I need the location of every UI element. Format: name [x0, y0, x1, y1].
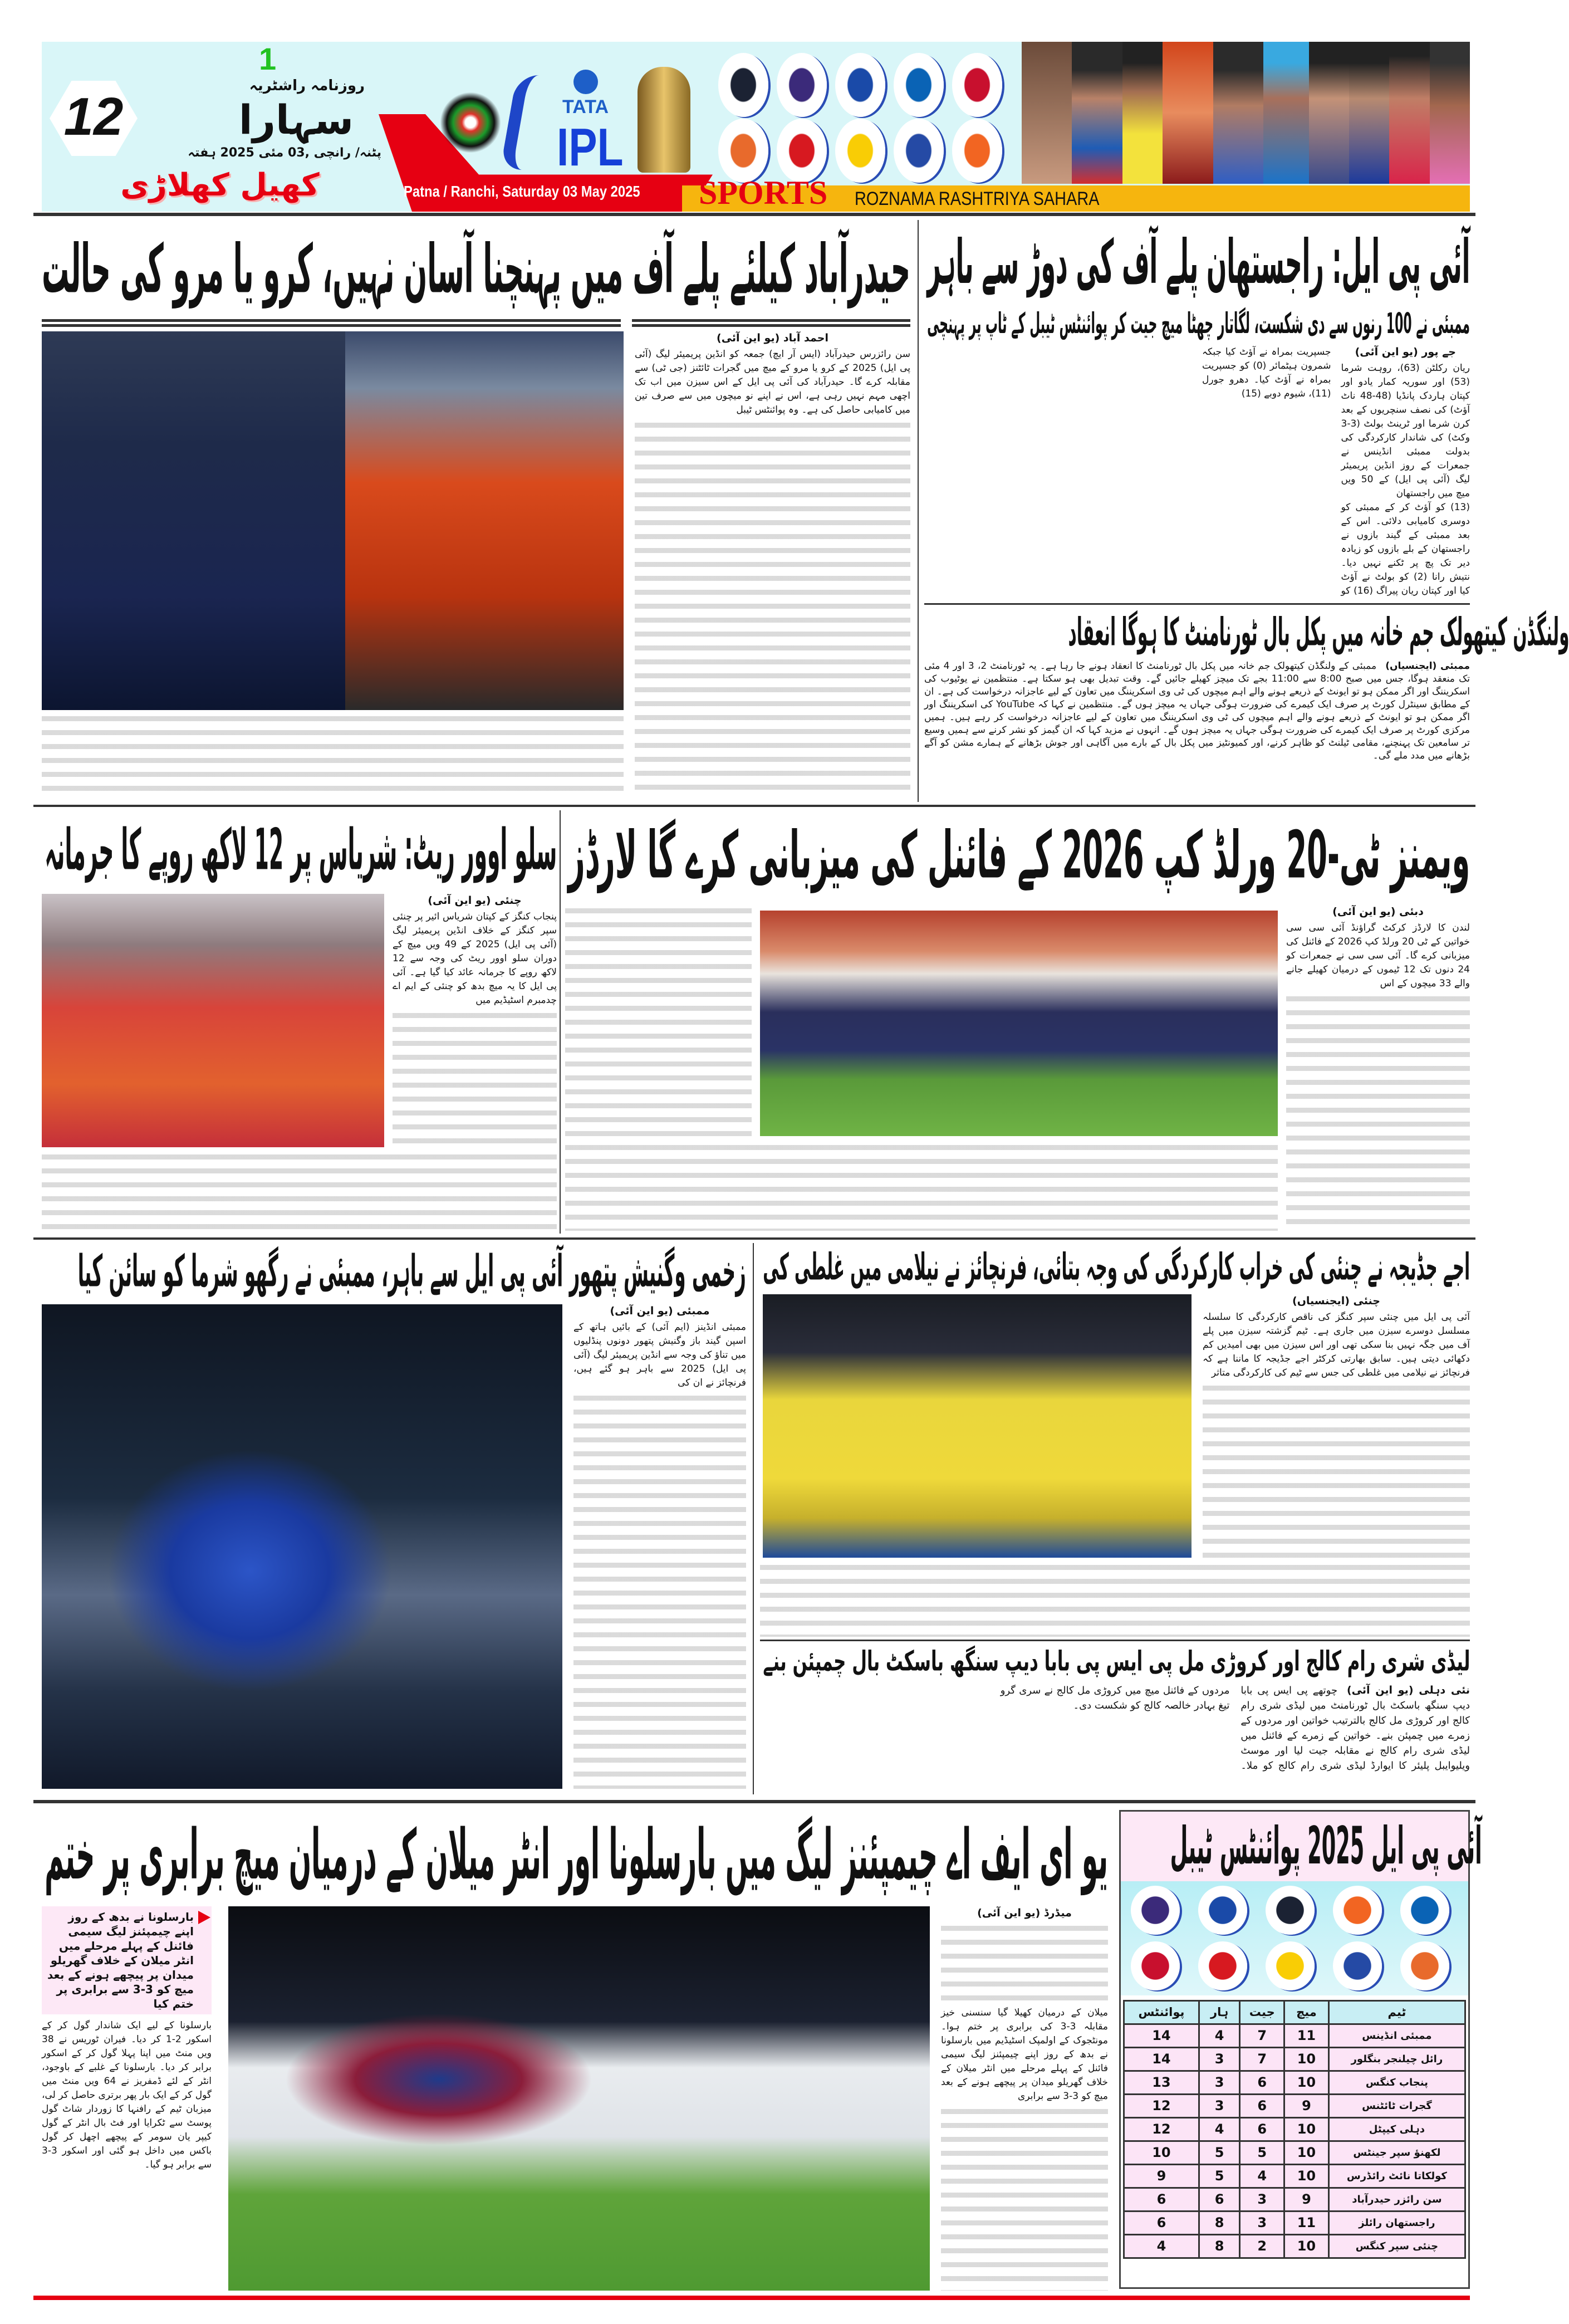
team-logo-icon: [835, 119, 885, 183]
article-body: [1203, 1294, 1470, 1558]
team-name: کولکاتا نائٹ رائڈرس: [1328, 2165, 1465, 2188]
team-logo-icon: [1400, 1886, 1449, 1935]
body-text: (13) کو آؤٹ کر کے ممبئی کو دوسری کامیابی دلائی۔ اس کے بعد ممبئی کے گیند بازوں نے راجستھان کے بلے بازوں کو زیادہ دیر تک پچ پر ٹکنے نہیں دیا۔ نتیش رانا (2) کو بولٹ نے آؤٹ کیا اور کپتان ریان پیراگ (16) کو جسپریت بمراہ نے آؤٹ کیا جبکہ شمرون ہیٹمائر (0) کو جسپریت بمراہ نے آؤٹ کیا۔ دھرو جورل (11)، شیوم دوبے (15): [1202, 346, 1470, 596]
ipl-wordmark: IPL: [557, 118, 624, 177]
pickleball-body: [924, 660, 1470, 762]
dateline: ممبئی (یو این آئی): [610, 1305, 710, 1317]
photo-barcelona-inter: [228, 1906, 930, 2291]
dateline: ممبئی (ایجنسیاں): [1385, 660, 1470, 672]
article-body: [1286, 905, 1470, 1231]
body-text: بارسلونا کے لیے ایک شاندار گول کر کے اسکور 2-1 کر دیا۔ فیران ٹوریس نے 38 ویں منٹ میں اپنا پہلا گول کر کے اسکور برابر کر دیا۔ بارسلونا کے غلبے کے باوجود، انٹر کے لئے ڈمفریز نے 64 ویں منٹ میں گول کر کے ایک بار پھر برتری حاصل کر لی، میزبان ٹیم کے رافنہا کا زوردار شاٹ گول پوسٹ سے ٹکرایا اور فٹ بال انٹر کے گول کیپر یان سومر کے پیچھے اچھل کر گول باکس میں داخل ہو گئی اور اسکور 3-3 سے برابر ہو گیا۔: [42, 2020, 212, 2170]
highlight-text: بارسلونا نے بدھ کے روز اپنے چیمپئنز لیگ سیمی فائنل کے پہلے مرحلے میں انٹر میلان کے خلاف گھریلو میدان پر پیچھے ہونے کے بعد میچ کو 3-3 سے برابری پر ختم کیا: [47, 1910, 194, 2010]
tata-logo-icon: [573, 70, 598, 94]
article-body: [941, 1906, 1108, 2291]
dateline-urdu: پٹنہ/ رانچی ,03 مئی 2025 ہفتہ: [188, 146, 381, 160]
row-rule: [33, 1237, 1475, 1240]
player-photo: [1072, 42, 1122, 184]
basketball-body: [760, 1683, 1470, 1792]
losses: 8: [1199, 2235, 1240, 2258]
wins: 4: [1240, 2165, 1284, 2188]
sports-label: SPORTS: [699, 174, 828, 211]
table-row: [1124, 2165, 1465, 2188]
section-rule: [924, 603, 1470, 605]
bottom-red-rule: [33, 2296, 1470, 2300]
losses: 3: [1199, 2048, 1240, 2071]
players-photo-strip: [1022, 42, 1470, 184]
team-logo-icon: [1333, 1886, 1382, 1935]
points: 6: [1124, 2188, 1199, 2212]
matches: 11: [1284, 2024, 1329, 2048]
red-pointer-icon: [198, 1911, 210, 1924]
article-rajasthan: [924, 220, 1569, 802]
matches: 10: [1284, 2071, 1329, 2095]
text-filler: [1203, 1382, 1470, 1558]
headline: حیدرآباد کیلئے پلے آف میں پہنچنا آسان نہیں، کرو یا مرو کی حالت: [42, 230, 910, 309]
team-name: راجستھان رائلز: [1328, 2212, 1465, 2235]
row-rule: [33, 805, 1475, 807]
player-photo: [1213, 42, 1263, 184]
losses: 5: [1199, 2141, 1240, 2165]
ipl-trophy-icon: [638, 67, 690, 173]
text-filler: [42, 713, 624, 796]
losses: 5: [1199, 2165, 1240, 2188]
matches: 9: [1284, 2188, 1329, 2212]
masthead-rule: [33, 213, 1475, 216]
dateline: دبئی (یو این آئی): [1332, 906, 1424, 918]
text-filler: [1286, 993, 1470, 1231]
photo-csk-players: [763, 1294, 1192, 1558]
player-photo: [1263, 42, 1308, 184]
column-header: ٹیم: [1328, 2001, 1465, 2024]
page-number: 12: [63, 87, 124, 146]
body-text: لندن کا لارڈز کرکٹ گراؤنڈ آئی سی سی خواتین کے ٹی 20 ورلڈ کپ 2026 کے فائنل کی میزبانی کرے گا۔ آئی سی سی نے جمعرات کو 24 دنوں تک 12 ٹیموں کے درمیان کھیلے جانے والے 33 میچوں کے اس: [1286, 922, 1470, 989]
team-logo-icon: [1266, 1886, 1315, 1935]
team-name: گجرات ٹائٹنس: [1328, 2095, 1465, 2118]
section-title: کھیل کھلاڑی: [120, 167, 320, 203]
body-text: ممبئی کے ولنگڈن کیتھولک جم خانہ میں پکل بال ٹورنامنٹ کا انعقاد ہونے جا رہا ہے۔ یہ ٹورنامنٹ 2، 3 اور 4 مئی تک منعقد ہوگا، جس میں صبح 8:00 سے 11:00 بجے تک میچز کھیلے جائیں گے۔ وقت تبدیل بھی ہو سکتا ہے۔ منتظمین نے یوٹیوب کی اسکریننگ اور اگر ممکن ہو تو ایونٹ کے ذریعے ہونے والے اہم میچوں کی ٹی وی اسکریننگ میں تعاون کے لیے عاجزانہ درخواست کی ہے۔ ان کے مطابق سینٹرل کورٹ پر صرف ایک کیمرے کی ضرورت ہوگی جہاں یہ میچز ہوں گے۔ منتظمین نے کہا کہ YouTube کی اسکریننگ اور اگر ممکن ہو تو ایونٹ کے ذریعے ہونے والے اہم میچوں کی ٹی وی اسکریننگ میں تعاون کے لیے عاجزانہ درخواست کر رہے ہیں۔ ہمیں مرکزی کورٹ پر صرف ایک کیمرے کی ضرورت ہوگی جہاں یہ میچز ہوں گے۔ انہوں نے مزید کہا کہ ان گیمز کو نشر کرنے سے ہمیں وسیع تر سامعین تک پہنچنے، مقامی ٹیلنٹ کو ظاہر کرنے، اور کمیونٹیز میں پکل بال کے بارے میں آگاہی اور جوش بڑھانے کے ہمارے مشن کو آگے بڑھانے میں مدد ملے گی۔: [924, 660, 1470, 761]
article-hyderabad: [42, 220, 910, 799]
headline: ویمنز ٹی-20 ورلڈ کپ 2026 کے فائنل کی میزبانی کرے گا لارڈز: [568, 818, 1470, 894]
text-filler: [42, 1151, 557, 1229]
headline: یو ای ایف اے چیمپئنز لیگ میں بارسلونا اور انٹر میلان کے درمیان میچ برابری پر ختم: [45, 1815, 1108, 1896]
player-photo: [1389, 42, 1429, 184]
article-body: [393, 894, 557, 1147]
sunburst-emblem: [440, 92, 501, 153]
player-photo: [1122, 42, 1163, 184]
headline: آئی پی ایل: راجستھان پلے آف کی دوڑ سے باہر: [927, 227, 1470, 299]
losses: 4: [1199, 2024, 1240, 2048]
body-text: آئی پی ایل میں چنئی سپر کنگز کی ناقص کارکردگی کا سلسلہ مسلسل دوسرے سیزن میں جاری ہے۔ ٹیم گزشتہ سیزن میں پلے آف میں جگہ نہیں بنا سکی تھی اور اس سیزن میں بھی امیدیں کم دکھائی دیتی ہیں۔ سابق بھارتی کرکٹر اجے جڈیجہ کا ماننا ہے کہ فرنچائز نے نیلامی میں غلطی کی جس سے ٹیم کی کارکردگی متاثر: [1203, 1312, 1470, 1378]
text-filler: [565, 905, 752, 1139]
article-body: [924, 345, 1470, 599]
text-filler: [760, 1562, 1470, 1637]
body-text: چوتھے پی ایس پی بابا دیپ سنگھ باسکٹ بال ٹورنامنٹ میں لیڈی شری رام کالج اور کروڑی مل کالج بالترتیب خواتین اور مردوں کے زمرے میں چمپئن بنے۔ خواتین کے زمرے کے فائنل میں لیڈی شری رام کالج نے مقابلہ جیت لیا اور موسٹ ویلیوایبل پلیئر کا ایوارڈ لیڈی شری رام کالج کو ملا۔ مردوں کے فائنل میچ میں کروڑی مل کالج نے سری گرو تیغ بہادر خالصہ کالج کو شکست دی۔: [1000, 1685, 1470, 1772]
photo-srh-celebration: [345, 331, 624, 710]
dateline: جے پور (یو این آئی): [1355, 346, 1456, 358]
article-body: [635, 331, 910, 796]
matches: 10: [1284, 2235, 1329, 2258]
wins: 7: [1240, 2024, 1284, 2048]
points: 14: [1124, 2024, 1199, 2048]
wins: 5: [1240, 2141, 1284, 2165]
team-name: ممبئی انڈینس: [1328, 2024, 1465, 2048]
matches: 10: [1284, 2141, 1329, 2165]
points: 6: [1124, 2212, 1199, 2235]
losses: 8: [1199, 2212, 1240, 2235]
matches: 9: [1284, 2095, 1329, 2118]
dateline: نئی دہلی (یو این آئی): [1346, 1684, 1470, 1696]
masthead-english: ROZNAMA RASHTRIYA SAHARA: [855, 188, 1100, 209]
points: 9: [1124, 2165, 1199, 2188]
table-row: [1124, 2212, 1465, 2235]
team-logo-icon: [777, 53, 827, 117]
article-shreyas: [42, 810, 557, 1234]
article-lords: [565, 810, 1470, 1234]
player-photo: [1349, 42, 1389, 184]
team-logo-icon: [835, 53, 885, 117]
wins: 6: [1240, 2071, 1284, 2095]
section-rule: [760, 1640, 1470, 1641]
subheadline: ممبئی نے 100 رنوں سے دی شکست، لگاتار چھٹا میچ جیت کر پوائنٹس ٹیبل کے ٹاپ پر پہنچی: [927, 307, 1470, 340]
column-rule: [560, 810, 561, 1234]
wins: 3: [1240, 2188, 1284, 2212]
photo-vignesh-bowling: [42, 1304, 562, 1789]
photo-punjab-kings-players: [42, 894, 384, 1147]
table-row: [1124, 2095, 1465, 2118]
matches: 10: [1284, 2118, 1329, 2141]
text-filler: [573, 1392, 746, 1789]
wins: 6: [1240, 2095, 1284, 2118]
article-body: [573, 1304, 746, 1789]
team-name: چنئی سپر کنگس: [1328, 2235, 1465, 2258]
standings-table-wrap: [1123, 2000, 1466, 2259]
team-name: پنجاب کنگس: [1328, 2071, 1465, 2095]
text-filler: [941, 2106, 1108, 2291]
team-logo-icon: [894, 53, 944, 117]
double-rule: [632, 319, 910, 322]
losses: 3: [1199, 2071, 1240, 2095]
team-logo-icon: [1266, 1941, 1315, 1990]
points: 13: [1124, 2071, 1199, 2095]
team-logo-icon: [952, 53, 1002, 117]
losses: 4: [1199, 2118, 1240, 2141]
basketball-headline: لیڈی شری رام کالج اور کروڑی مل پی ایس پی بابا دیپ سنگھ باسکٹ بال چمپئن بنے: [763, 1645, 1470, 1677]
wins: 6: [1240, 2118, 1284, 2141]
table-row: [1124, 2188, 1465, 2212]
paper-tagline: روزنامہ راشٹریہ: [249, 77, 365, 94]
matches: 10: [1284, 2165, 1329, 2188]
table-row: [1124, 2048, 1465, 2071]
team-logos-grid: [1121, 1881, 1468, 1995]
ipl-batsman-icon: [500, 75, 561, 170]
photo-lords-celebration: [760, 911, 1278, 1136]
team-logo-icon: [1333, 1941, 1382, 1990]
player-photo: [1022, 42, 1072, 184]
body-text: ریان رکلٹن (63)، روہت شرما (53) اور سوریہ کمار یادو اور کپتان ہاردک پانڈیا (48-48 ناٹ آؤٹ) کی نصف سنچریوں کے بعد کرن شرما اور ٹرینٹ بولٹ (3-3 وکٹ) کی شاندار کارکردگی کی بدولت ممبئی انڈینس نے جمعرات کے روز انڈین پریمیئر لیگ (آئی پی ایل) کے 50 ویں میچ میں راجستھان: [1341, 363, 1470, 499]
points: 12: [1124, 2118, 1199, 2141]
column-header: جیت: [1240, 2001, 1284, 2024]
points-table-title: آئی پی ایل 2025 پوائنٹس ٹیبل: [1121, 1812, 1468, 1881]
team-name: دہلی کیپٹل: [1328, 2118, 1465, 2141]
points: 12: [1124, 2095, 1199, 2118]
team-name: رائل چیلنجر بنگلور: [1328, 2048, 1465, 2071]
team-name: سن رائزر حیدرآباد: [1328, 2188, 1465, 2212]
body-text: پنجاب کنگز کے کپتان شریاس ائیر پر چنئی سپر کنگز کے خلاف انڈین پریمیئر لیگ (آئی پی ایل) 2025 کے 49 ویں میچ کے دوران سلو اوور ریٹ کی وجہ سے 12 لاکھ روپے کا جرمانہ عائد کیا گیا ہے۔ آئی پی ایل کا یہ میچ بدھ کو چنئی کے ایم اے چدمبرم اسٹیڈیم میں: [393, 911, 557, 1006]
team-logo-icon: [718, 53, 768, 117]
text-filler: [393, 1010, 557, 1147]
column-rule: [753, 1243, 754, 1794]
team-logo-icon: [718, 119, 768, 183]
team-logo-icon: [1400, 1941, 1449, 1990]
photo-gt-vs-srh: [42, 331, 345, 710]
player-photo: [1309, 42, 1349, 184]
wins: 2: [1240, 2235, 1284, 2258]
pickleball-headline: ولنگڈن کیتھولک جم خانہ میں پکل بال ٹورنامنٹ کا ہوگا انعقاد: [1068, 609, 1569, 655]
table-row: [1124, 2118, 1465, 2141]
losses: 3: [1199, 2095, 1240, 2118]
dateline: چنئی (ایجنسیاں): [1292, 1295, 1380, 1307]
text-filler: [941, 1922, 1108, 2006]
football-side-column: [42, 1906, 212, 2172]
ipl-points-table: [1119, 1810, 1482, 2289]
row-rule: [33, 1800, 1475, 1803]
table-header-row: [1124, 2001, 1465, 2024]
player-photo: [1430, 42, 1470, 184]
column-rule: [918, 220, 919, 802]
team-logo-icon: [1131, 1941, 1180, 1990]
dateline: احمد آباد (یو این آئی): [717, 332, 828, 344]
article-football: [42, 1807, 1108, 2292]
body-text: میلان کے درمیان کھیلا گیا سنسنی خیز مقابلہ 3-3 کی برابری پر ختم ہوا۔ مونٹجوک کے اولمپک اسٹیڈیم میں بارسلونا نے بدھ کے روز اپنے چیمپئنز لیگ سیمی فائنل کے پہلے مرحلے میں انٹر میلان کے خلاف گھریلو میدان پر پیچھے ہونے کے بعد میچ کو 3-3 سے برابری: [941, 2007, 1109, 2102]
team-logo-icon: [952, 119, 1002, 183]
matches: 10: [1284, 2048, 1329, 2071]
column-header: پوائنٹس: [1124, 2001, 1199, 2024]
table-row: [1124, 2071, 1465, 2095]
dateline: میڈرڈ (یو این آئی): [977, 1907, 1072, 1919]
column-header: ہار: [1199, 2001, 1240, 2024]
points: 10: [1124, 2141, 1199, 2165]
dateline-english: Patna / Ranchi, Saturday 03 May 2025: [404, 183, 640, 200]
body-text: سن رائزرس حیدرآباد (ایس آر ایچ) جمعہ کو انڈین پریمیئر لیگ (آئی پی ایل) 2025 کے کرو یا مرو کے میچ میں گجرات ٹائٹنز (جی ٹی) سے مقابلہ کرے گا۔ حیدرآباد کی آئی پی ایل کے اس سیزن میں اب تک اچھی مہم نہیں رہی ہے، اس نے اپنے نو میچوں میں سے صرف تین میں کامیابی حاصل کی ہے۔ وہ پوائنٹس ٹیبل: [635, 349, 911, 415]
masthead: [42, 42, 1470, 212]
player-photo: [1163, 42, 1213, 184]
team-logo-icon: [1198, 1886, 1247, 1935]
text-filler: [635, 419, 910, 796]
anniversary-mark: 1: [259, 41, 277, 76]
matches: 11: [1284, 2212, 1329, 2235]
headline: زخمی وگنیش پتھور آئی پی ایل سے باہر، ممبئی نے رگھو شرما کو سائن کیا: [78, 1246, 746, 1298]
points: 14: [1124, 2048, 1199, 2071]
points: 4: [1124, 2235, 1199, 2258]
team-logo-icon: [1198, 1941, 1247, 1990]
wins: 7: [1240, 2048, 1284, 2071]
team-name: لکھنؤ سپر جینٹس: [1328, 2141, 1465, 2165]
highlight-box: [42, 1906, 212, 2014]
team-logo-icon: [894, 119, 944, 183]
double-rule: [42, 319, 621, 322]
article-jadeja: [760, 1243, 1470, 1794]
losses: 6: [1199, 2188, 1240, 2212]
dateline: چنئی (یو این آئی): [428, 894, 522, 907]
table-row: [1124, 2141, 1465, 2165]
ipl-sponsor: TATA: [562, 96, 609, 118]
team-logo-icon: [1131, 1886, 1180, 1935]
article-vignesh: [42, 1243, 746, 1794]
paper-name-logo: سہارا: [238, 96, 354, 143]
headline: سلو اوور ریٹ: شریاس پر 12 لاکھ روپے کا جرمانہ: [45, 817, 557, 883]
table-row: [1124, 2235, 1465, 2258]
wins: 3: [1240, 2212, 1284, 2235]
column-header: میچ: [1284, 2001, 1329, 2024]
standings-table: [1123, 2000, 1466, 2259]
table-row: [1124, 2024, 1465, 2048]
team-logo-icon: [777, 119, 827, 183]
body-text: ممبئی انڈینز (ایم آئی) کے بائیں ہاتھ کے اسپن گیند باز وگنیش پتھور دونوں پنڈلیوں میں تناؤ کی وجہ سے انڈین پریمیئر لیگ (آئی پی ایل) 2025 سے باہر ہو گئے ہیں، فرنچائز نے ان کی: [573, 1322, 747, 1388]
headline: اجے جڈیجہ نے چنئی کی خراب کارکردگی کی وجہ بتائی، فرنچائز نے نیلامی میں غلطی کی: [763, 1245, 1470, 1289]
text-filler: [565, 1142, 1278, 1231]
